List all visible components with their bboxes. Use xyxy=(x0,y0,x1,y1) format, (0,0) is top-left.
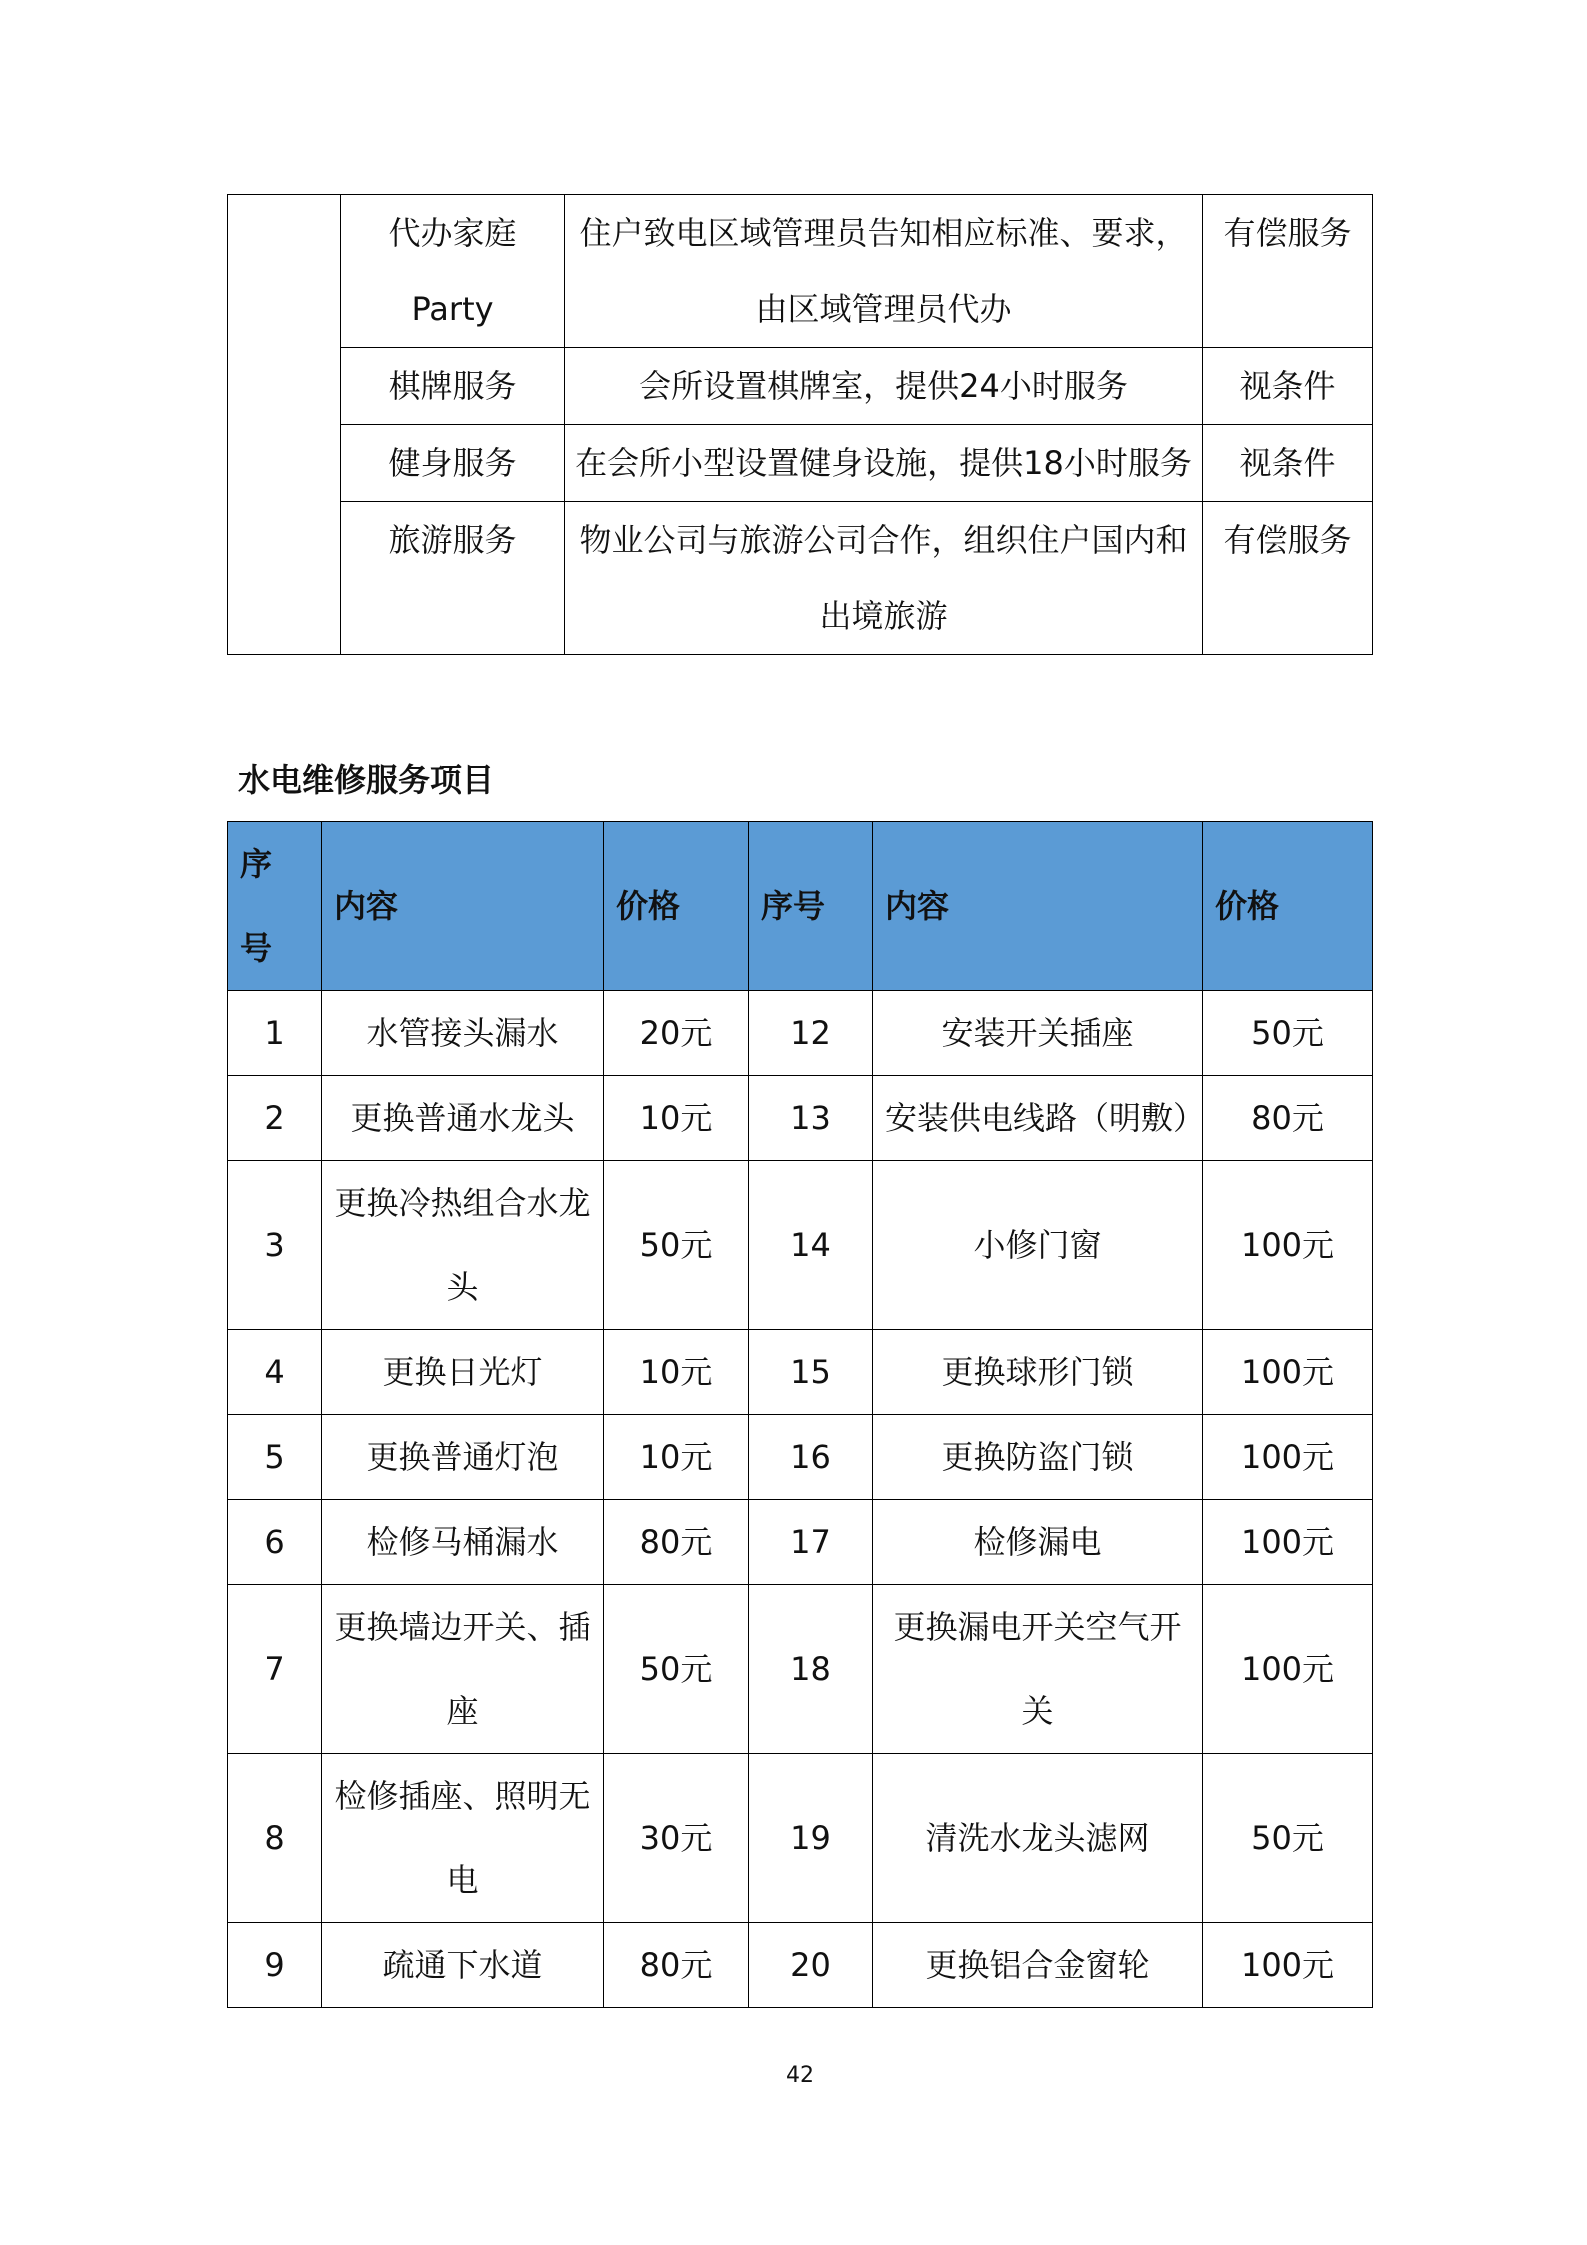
services-table xyxy=(227,194,1373,655)
row-content-2: 更换防盗门锁 xyxy=(873,1415,1203,1500)
header-price-2: 价格 xyxy=(1203,822,1373,991)
row-price: 80元 xyxy=(604,1500,749,1585)
row-seq-2: 16 xyxy=(749,1415,873,1500)
row-content: 疏通下水道 xyxy=(322,1923,604,2008)
row-seq-2: 13 xyxy=(749,1076,873,1161)
row-content-2: 清洗水龙头滤网 xyxy=(873,1754,1203,1923)
service-fee: 视条件 xyxy=(1203,348,1373,425)
row-seq-2: 12 xyxy=(749,991,873,1076)
row-seq: 8 xyxy=(228,1754,322,1923)
page-number: 42 xyxy=(786,2063,814,2088)
row-content: 水管接头漏水 xyxy=(322,991,604,1076)
table-row xyxy=(228,1585,1373,1754)
table-row xyxy=(228,1161,1373,1330)
header-content: 内容 xyxy=(322,822,604,991)
row-price: 10元 xyxy=(604,1415,749,1500)
service-name: 健身服务 xyxy=(341,425,565,502)
row-seq: 1 xyxy=(228,991,322,1076)
row-price-2: 50元 xyxy=(1203,1754,1373,1923)
row-price-2: 100元 xyxy=(1203,1415,1373,1500)
service-name: 棋牌服务 xyxy=(341,348,565,425)
header-seq-2: 序号 xyxy=(749,822,873,991)
service-name: 代办家庭Party xyxy=(341,195,565,348)
category-cell xyxy=(228,195,341,655)
row-content: 检修马桶漏水 xyxy=(322,1500,604,1585)
row-price-2: 50元 xyxy=(1203,991,1373,1076)
row-content-2: 更换漏电开关空气开关 xyxy=(873,1585,1203,1754)
table-row xyxy=(228,991,1373,1076)
row-content: 更换墙边开关、插座 xyxy=(322,1585,604,1754)
row-seq-2: 14 xyxy=(749,1161,873,1330)
row-seq: 6 xyxy=(228,1500,322,1585)
table-row xyxy=(228,1415,1373,1500)
row-seq-2: 20 xyxy=(749,1923,873,2008)
service-fee: 视条件 xyxy=(1203,425,1373,502)
row-seq-2: 19 xyxy=(749,1754,873,1923)
section-title: 水电维修服务项目 xyxy=(238,761,495,799)
table-row xyxy=(228,1754,1373,1923)
row-seq-2: 17 xyxy=(749,1500,873,1585)
row-price: 20元 xyxy=(604,991,749,1076)
row-content: 更换普通水龙头 xyxy=(322,1076,604,1161)
row-content-2: 安装供电线路（明敷） xyxy=(873,1076,1203,1161)
row-seq: 4 xyxy=(228,1330,322,1415)
service-fee: 有偿服务 xyxy=(1203,195,1373,348)
row-seq-2: 15 xyxy=(749,1330,873,1415)
row-price: 10元 xyxy=(604,1330,749,1415)
header-price: 价格 xyxy=(604,822,749,991)
row-content: 更换日光灯 xyxy=(322,1330,604,1415)
row-price-2: 100元 xyxy=(1203,1923,1373,2008)
service-desc: 物业公司与旅游公司合作，组织住户国内和出境旅游 xyxy=(565,502,1203,655)
service-name: 旅游服务 xyxy=(341,502,565,655)
row-content-2: 小修门窗 xyxy=(873,1161,1203,1330)
row-seq: 7 xyxy=(228,1585,322,1754)
table-row xyxy=(228,1076,1373,1161)
row-seq: 3 xyxy=(228,1161,322,1330)
header-seq: 序号 xyxy=(228,822,322,991)
row-price-2: 100元 xyxy=(1203,1500,1373,1585)
row-content-2: 更换球形门锁 xyxy=(873,1330,1203,1415)
service-desc: 在会所小型设置健身设施，提供18小时服务 xyxy=(565,425,1203,502)
table-row xyxy=(228,1923,1373,2008)
header-content-2: 内容 xyxy=(873,822,1203,991)
row-price-2: 100元 xyxy=(1203,1330,1373,1415)
table-row xyxy=(228,425,1373,502)
row-content-2: 更换铝合金窗轮 xyxy=(873,1923,1203,2008)
repair-price-table xyxy=(227,821,1373,2008)
row-seq: 2 xyxy=(228,1076,322,1161)
row-price-2: 80元 xyxy=(1203,1076,1373,1161)
row-price: 80元 xyxy=(604,1923,749,2008)
row-price: 50元 xyxy=(604,1161,749,1330)
row-price: 50元 xyxy=(604,1585,749,1754)
service-desc: 会所设置棋牌室，提供24小时服务 xyxy=(565,348,1203,425)
table-row xyxy=(228,1330,1373,1415)
row-content-2: 安装开关插座 xyxy=(873,991,1203,1076)
service-desc: 住户致电区域管理员告知相应标准、要求，由区域管理员代办 xyxy=(565,195,1203,348)
row-price-2: 100元 xyxy=(1203,1161,1373,1330)
row-price: 30元 xyxy=(604,1754,749,1923)
table-row xyxy=(228,1500,1373,1585)
row-price: 10元 xyxy=(604,1076,749,1161)
row-seq-2: 18 xyxy=(749,1585,873,1754)
row-content: 更换冷热组合水龙头 xyxy=(322,1161,604,1330)
service-fee: 有偿服务 xyxy=(1203,502,1373,655)
row-content: 检修插座、照明无电 xyxy=(322,1754,604,1923)
table-header-row xyxy=(228,822,1373,991)
table-row xyxy=(228,195,1373,348)
row-seq: 5 xyxy=(228,1415,322,1500)
row-seq: 9 xyxy=(228,1923,322,2008)
row-content-2: 检修漏电 xyxy=(873,1500,1203,1585)
row-content: 更换普通灯泡 xyxy=(322,1415,604,1500)
table-row xyxy=(228,502,1373,655)
row-price-2: 100元 xyxy=(1203,1585,1373,1754)
table-row xyxy=(228,348,1373,425)
